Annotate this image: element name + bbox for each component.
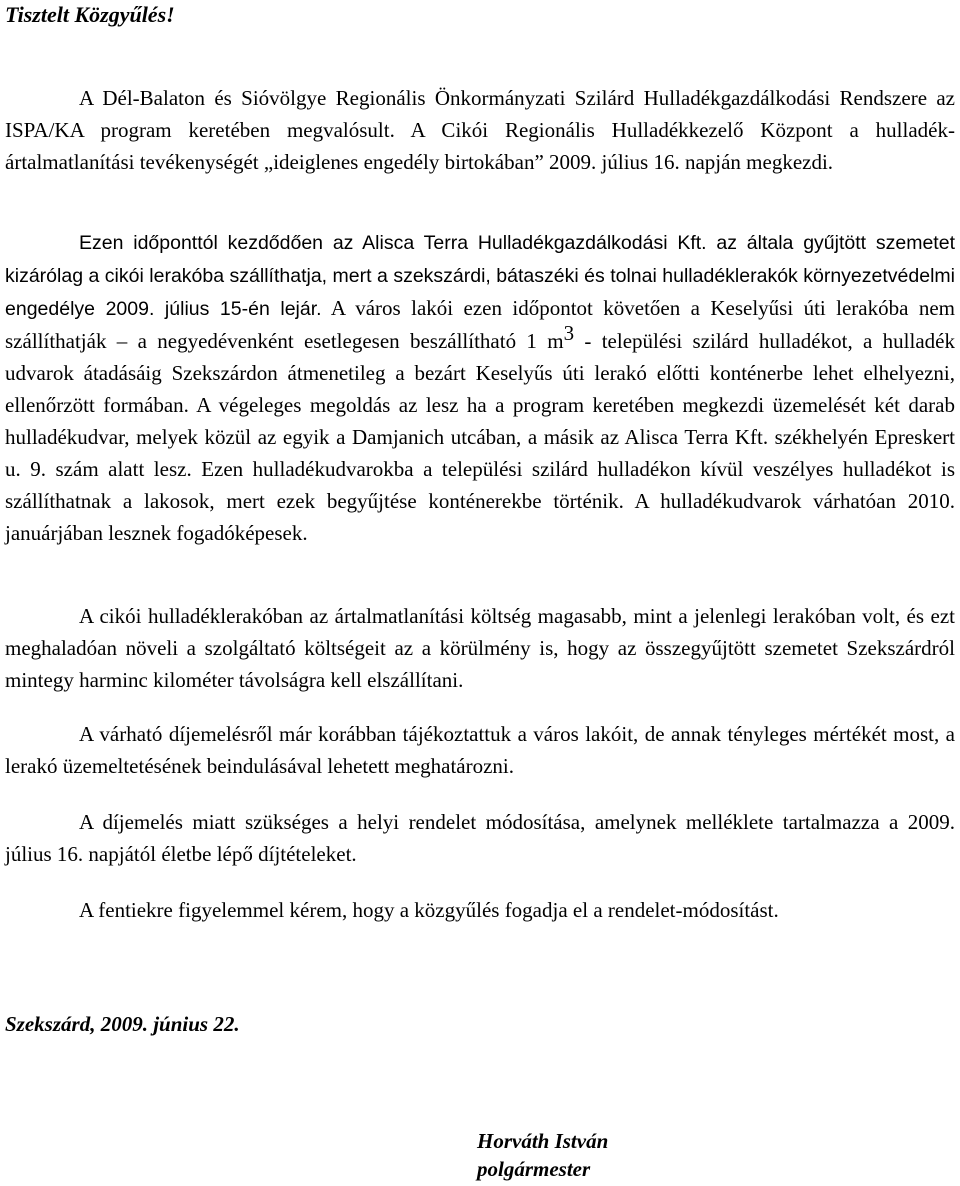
paragraph-text: A várható díjemelésről már korábban tájékoztattuk a város lakóit, de annak tényleges mértékét most, a lerakó üzemeltetésének beindulásával lehetett meghatározni.: [5, 722, 955, 778]
paragraph-text: A cikói hulladéklerakóban az ártalmatlanítási költség magasabb, mint a jelenlegi lerakóban volt, és ezt meghaladóan növeli a szolgáltató költségeit az a körülmény is, hogy az összegyűjtött szemetet Szekszárdról mintegy harminc kilométer távolságra kell elszállítani.: [5, 604, 955, 692]
paragraph-text-serif: A város lakói ezen időpontot követően a Keselyűsi úti lerakóba nem szállíthatják – a negyedévenként esetlegesen beszállítható 1 m: [5, 296, 956, 353]
greeting-heading: Tisztelt Közgyűlés!: [5, 2, 175, 27]
paragraph-text: A fentiekre figyelemmel kérem, hogy a közgyűlés fogadja el a rendelet-módosítást.: [79, 898, 779, 922]
paragraph-fee-info: [5, 718, 955, 782]
paragraph-text-sans: Ezen időponttól kezdődően az Alisca Terra Hulladékgazdálkodási Kft. az általa gyűjtött szemetet kizárólag a cikói lerakóba szállíthatja, mert a szekszárdi, bátaszéki és tolnai hulladéklerakók környezetvédelmi engedélye 2009. július 15-én lejár.: [5, 232, 955, 320]
paragraph-cost-increase: [5, 600, 955, 696]
signature-name: Horváth István: [477, 1129, 609, 1153]
paragraph-transport-rules: [5, 226, 955, 549]
superscript-three: 3: [563, 321, 575, 345]
paragraph-program-intro: [5, 82, 955, 178]
paragraph-text-serif-continued: - települési szilárd hulladékot, a hulladék udvarok átadásáig Szekszárdon átmenetileg a bezárt Keselyűs úti lerakó előtti konténerbe lehet elhelyezni, ellenőrzött formában. A végeleges megoldás az lesz ha a program keretében megkezdi üzemelését két darab hulladékudvar, melyek közül az egyik a Damjanich utcában, a másik az Alisca Terra Kft. székhelyén Epreskert u. 9. szám alatt lesz. Ezen hulladékudvarokba a települési szilárd hulladékon kívül veszélyes hulladékot is szállíthatnak a lakosok, mert ezek begyűjtése konténerekbe történik. A hulladékudvarok várhatóan 2010. januárjában lesznek fogadóképesek.: [5, 329, 955, 545]
signature-block: [477, 1127, 608, 1183]
signature-title: polgármester: [477, 1157, 591, 1181]
paragraph-request: [5, 894, 955, 926]
paragraph-text: A Dél-Balaton és Sióvölgye Regionális Önkormányzati Szilárd Hulladékgazdálkodási Rendszere az ISPA/KA program keretében megvalósult. A Cikói Regionális Hulladékkezelő Központ a hulladék-ártalmatlanítási tevékenységét „ideiglenes engedély birtokában” 2009. július 16. napján megkezdi.: [5, 86, 955, 174]
paragraph-regulation-amendment: [5, 806, 955, 870]
date-line: Szekszárd, 2009. június 22.: [5, 1012, 240, 1036]
paragraph-text: A díjemelés miatt szükséges a helyi rendelet módosítása, amelynek melléklete tartalmazza a 2009. július 16. napjától életbe lépő díjtételeket.: [5, 810, 955, 866]
